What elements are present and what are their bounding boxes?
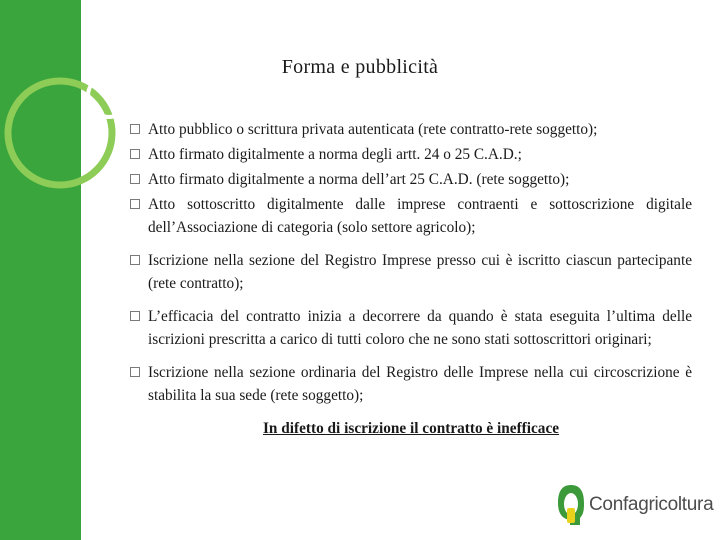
- bullet-box-icon: [130, 174, 140, 184]
- logo-text: Confagricoltura: [589, 494, 714, 515]
- decorative-rings: [0, 0, 140, 220]
- bullet-box-icon: [130, 255, 140, 265]
- bullet-box-icon: [130, 149, 140, 159]
- bullet-item: Atto sottoscritto digitalmente dalle imprese contraenti e sottoscrizione digitale dell’Associazione di categoria (solo settore agricolo);: [130, 193, 692, 239]
- bullet-box-icon: [130, 124, 140, 134]
- bullet-item: Iscrizione nella sezione ordinaria del Registro delle Imprese nella cui circoscrizione è stabilita la sua sede (rete soggetto);: [130, 361, 692, 407]
- confagricoltura-logo: [556, 483, 713, 527]
- bullet-box-icon: [130, 311, 140, 321]
- conclusion-text: In difetto di iscrizione il contratto è inefficace: [262, 420, 560, 437]
- bullet-item: Atto firmato digitalmente a norma degli artt. 24 o 25 C.A.D.;: [130, 143, 692, 166]
- ring-large: [8, 81, 112, 185]
- bullet-item: Atto firmato digitalmente a norma dell’art 25 C.A.D. (rete soggetto);: [130, 168, 692, 191]
- bullet-item: L’efficacia del contratto inizia a decorrere da quando è stata eseguita l’ultima delle iscrizioni prescritta a carico di tutti coloro che ne sono stati sottoscrittori originari;: [130, 305, 692, 351]
- bullet-box-icon: [130, 199, 140, 209]
- slide-title: Forma e pubblicità: [281, 56, 439, 78]
- bullet-item: Iscrizione nella sezione del Registro Imprese presso cui è iscritto ciascun partecipante (rete contratto);: [130, 249, 692, 295]
- bullet-box-icon: [130, 367, 140, 377]
- bullet-list: [130, 118, 692, 407]
- bullet-item: Atto pubblico o scrittura privata autenticata (rete contratto-rete soggetto);: [130, 118, 692, 141]
- logo-mark-icon: [556, 483, 586, 527]
